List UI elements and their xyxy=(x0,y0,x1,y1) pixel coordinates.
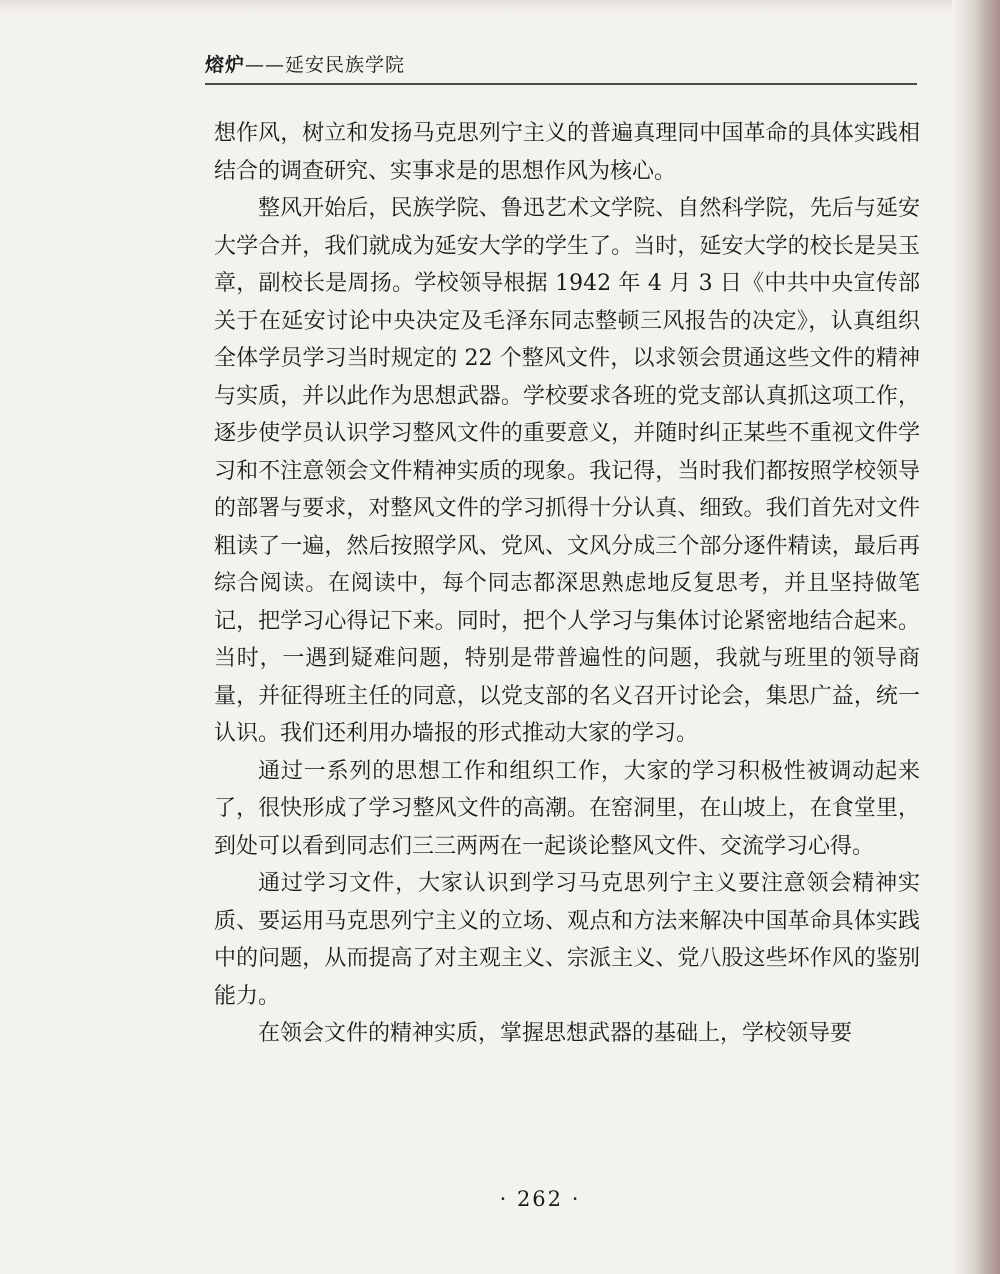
book-title: 熔炉 xyxy=(205,54,246,76)
page-top-edge xyxy=(0,0,1000,12)
paragraph-1: 想作风，树立和发扬马克思列宁主义的普遍真理同中国革命的具体实践相结合的调查研究、实事求是的思想作风为核心。 xyxy=(214,121,920,184)
book-spine-shadow xyxy=(952,0,1000,1274)
paragraph-2: 整风开始后，民族学院、鲁迅艺术文学院、自然科学院，先后与延安大学合并，我们就成为延安大学的学生了。当时，延安大学的校长是吴玉章，副校长是周扬。学校领导根据 1942 年 4 月 3 日《中共中央宣传部关于在延安讨论中央决定及毛泽东同志整顿三风报告的决定》，认真组织全体学员学习当时规定的 22 个整风文件，以求领会贯通这些文件的精神与实质，并以此作为思想武器。学校要求各班的党支部认真抓这项工作，逐步使学员认识学习整风文件的重要意义，并随时纠正某些不重视文件学习和不注意领会文件精神实质的现象。我记得，当时我们都按照学校领导的部署与要求，对整风文件的学习抓得十分认真、细致。我们首先对文件粗读了一遍，然后按照学风、党风、文风分成三个部分逐件精读，最后再综合阅读。在阅读中，每个同志都深思熟虑地反复思考，并且坚持做笔记，把学习心得记下来。同时，把个人学习与集体讨论紧密地结合起来。当时，一遇到疑难问题，特别是带普遍性的问题，我就与班里的领导商量，并征得班主任的同意，以党支部的名义召开讨论会，集思广益，统一认识。我们还利用办墙报的形式推动大家的学习。 xyxy=(214,196,920,746)
header-rule xyxy=(205,83,917,85)
paragraph-3: 通过一系列的思想工作和组织工作，大家的学习积极性被调动起来了，很快形成了学习整风文件的高潮。在窑洞里，在山坡上，在食堂里，到处可以看到同志们三三两两在一起谈论整风文件、交流学习心得。 xyxy=(214,758,920,859)
paragraph-5: 在领会文件的精神实质，掌握思想武器的基础上，学校领导要 xyxy=(258,1021,853,1046)
running-header xyxy=(205,50,915,80)
paragraph-4: 通过学习文件，大家认识到学习马克思列宁主义要注意领会精神实质、要运用马克思列宁主义的立场、观点和方法来解决中国革命具体实践中的问题，从而提高了对主观主义、宗派主义、党八股这些坏作风的鉴别能力。 xyxy=(214,871,920,1009)
header-separator: —— xyxy=(245,54,286,76)
body-text xyxy=(214,115,920,1053)
page-number: · 262 · xyxy=(499,1187,581,1211)
chapter-subtitle: 延安民族学院 xyxy=(285,54,406,76)
